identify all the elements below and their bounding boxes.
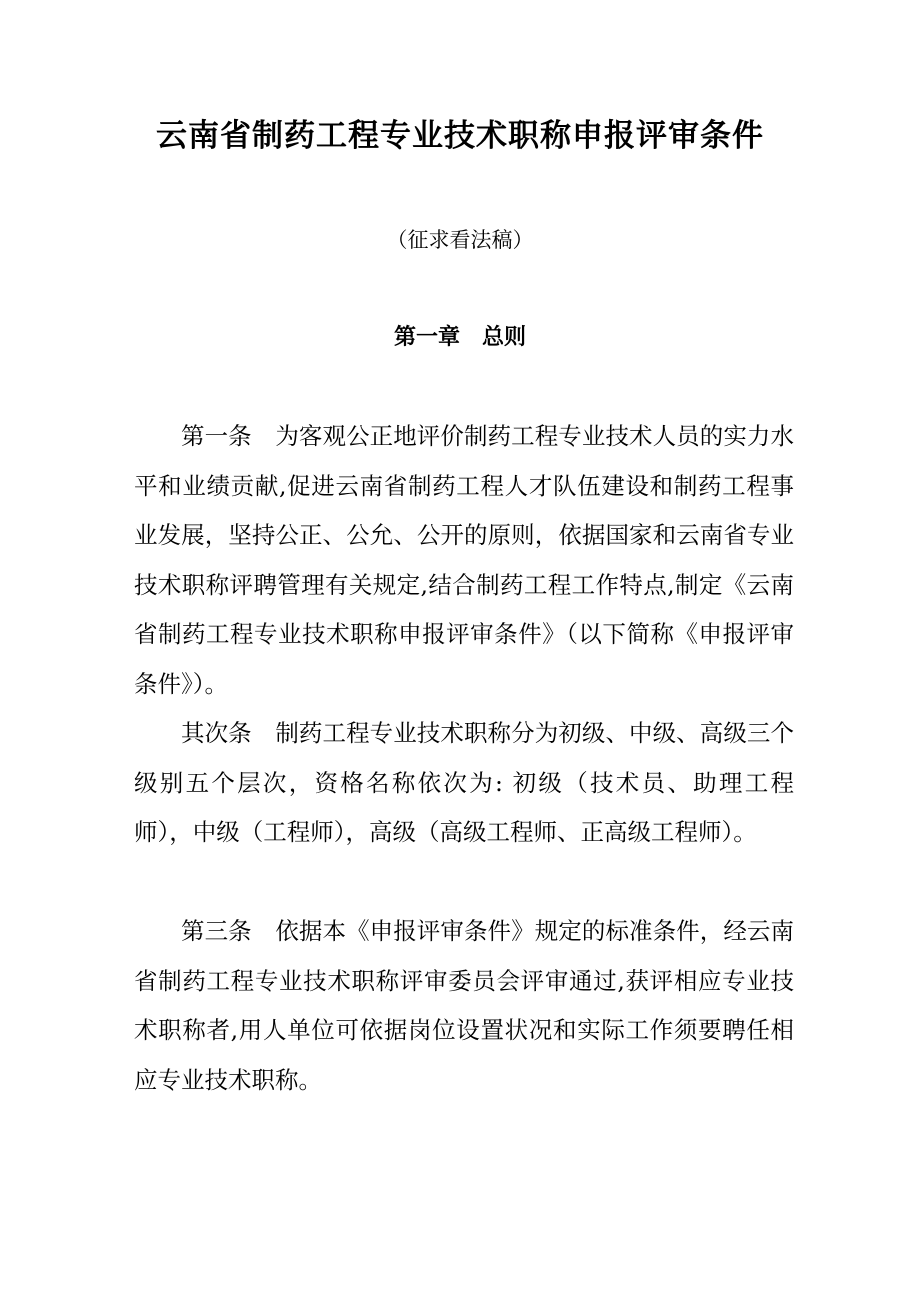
document-subtitle: （征求看法稿） [386, 228, 534, 252]
article-list-2 [134, 709, 794, 858]
document-title: 云南省制药工程专业技术职称申报评审条件 [156, 118, 764, 154]
article-list [134, 412, 794, 709]
article-number: 第三条 [181, 917, 276, 945]
article-text: 为客观公正地评价制药工程专业技术人员的实力水平和业绩贡献,促进云南省制药工程人才队伍建设和制药工程事业发展，坚持公正、公允、公开的原则，依据国家和云南省专业技术职称评聘管理有关规定,结合制药工程工作特点,制定《云南省制药工程专业技术职称申报评审条件》（以下简称《申报评审条件》）。 [134, 422, 795, 698]
article-2 [134, 709, 794, 858]
article-3 [134, 907, 794, 1105]
chapter-heading: 第一章 总则 [393, 325, 526, 350]
article-1 [134, 412, 794, 709]
article-number: 其次条 [181, 719, 276, 747]
article-number: 第一条 [181, 422, 276, 450]
article-list-3 [134, 907, 794, 1105]
article-text: 依据本《申报评审条件》规定的标准条件，经云南省制药工程专业技术职称评审委员会评审通过,获评相应专业技术职称者,用人单位可依据岗位设置状况和实际工作须要聘任相应专业技术职称。 [134, 917, 795, 1094]
article-text: 制药工程专业技术职称分为初级、中级、高级三个级别五个层次，资格名称依次为: 初级（技术员、助理工程师），中级（工程师），高级（高级工程师、正高级工程师）。 [134, 719, 795, 846]
